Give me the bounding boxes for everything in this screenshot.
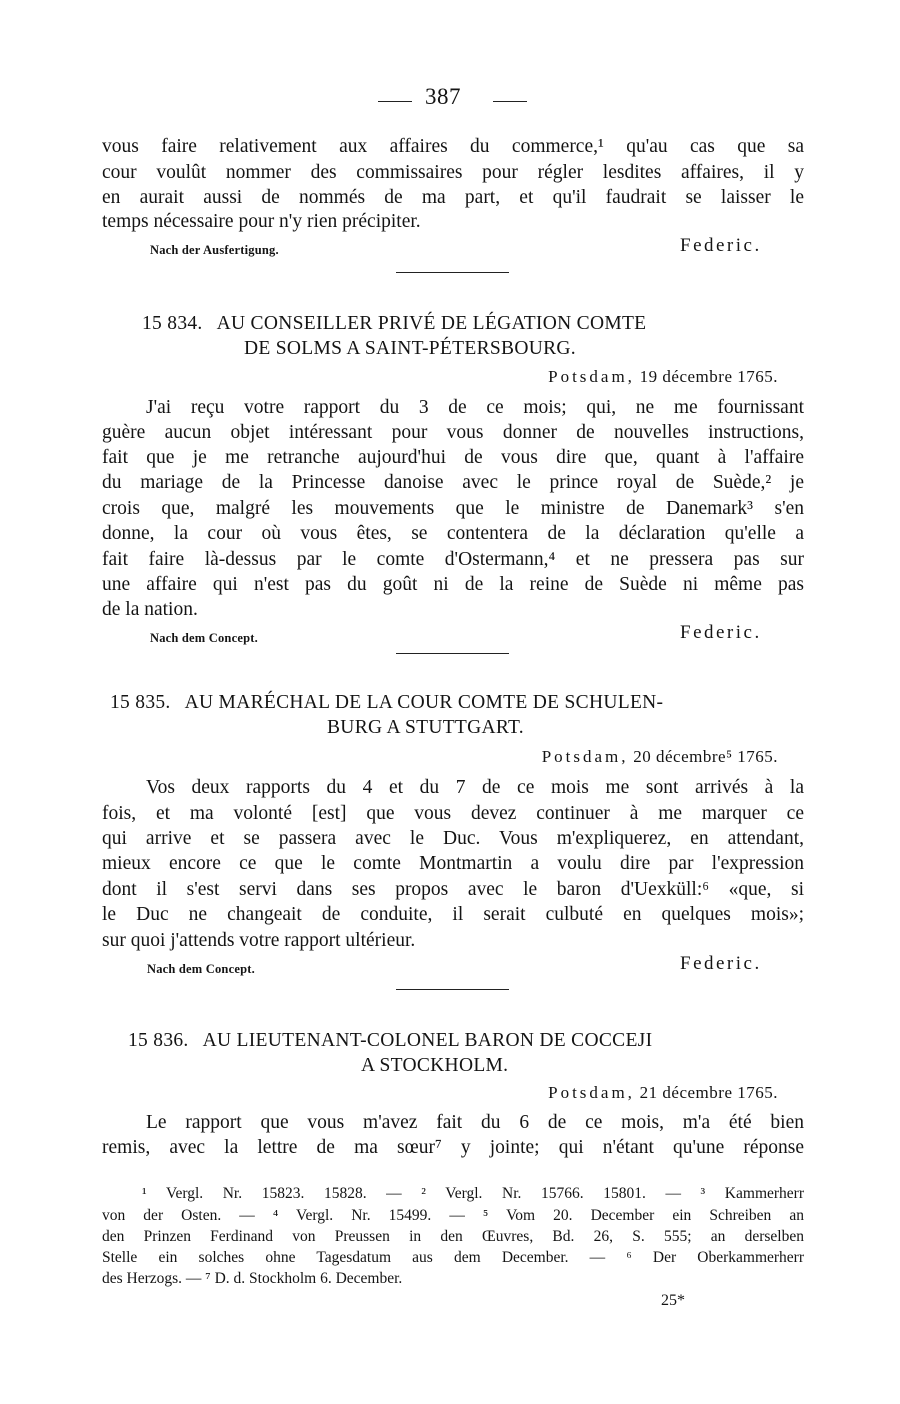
- letter-title-line2: BURG A STUTTGART.: [327, 717, 524, 738]
- letter-date: [548, 1083, 778, 1103]
- text-line: fait que je me retranche aujourd'hui de vous dire que, quant à l'affaire: [102, 447, 804, 468]
- text-line: dont il s'est servi dans ses propos avec le baron d'Uexküll:⁶ «que, si: [102, 879, 804, 900]
- letter-heading: [142, 313, 646, 335]
- text-line: donne, la cour où vous êtes, se contentera de la déclaration qu'elle a: [102, 523, 804, 544]
- text-line: remis, avec la lettre de ma sœur⁷ y jointe; qui n'étant qu'une réponse: [102, 1137, 804, 1158]
- signature-mark: 25*: [661, 1292, 685, 1309]
- text-line: temps nécessaire pour n'y rien précipiter.: [102, 211, 421, 232]
- text-line: crois que, malgré les mouvements que le ministre de Danemark³ s'en: [102, 498, 804, 519]
- source-note: Nach dem Concept.: [147, 962, 255, 976]
- footnote-line: ¹ Vergl. Nr. 15823. 15828. — ² Vergl. Nr. 15766. 15801. — ³ Kammerherr: [142, 1185, 804, 1202]
- text-line: fois, et ma volonté [est] que vous devez continuer à me marquer ce: [102, 803, 804, 824]
- letter-title-line2: DE SOLMS A SAINT-PÉTERSBOURG.: [244, 338, 576, 359]
- text-line: de la nation.: [102, 599, 198, 620]
- text-line: Vos deux rapports du 4 et du 7 de ce mois me sont arrivés à la: [146, 777, 804, 798]
- letter-place: Potsdam,: [548, 1083, 635, 1102]
- letter-date-value: 21 décembre 1765.: [639, 1083, 778, 1102]
- text-line: qui arrive et se passera avec le Duc. Vous m'expliquerez, en attendant,: [102, 828, 804, 849]
- page-number: 387: [425, 84, 461, 109]
- text-line: en aurait aussi de nommés de ma part, et qu'il faudrait se laisser le: [102, 187, 804, 208]
- text-line: vous faire relativement aux affaires du commerce,¹ qu'au cas que sa: [102, 136, 804, 157]
- text-line: du mariage de la Princesse danoise avec le prince royal de Suède,² je: [102, 472, 804, 493]
- footnote-line: Stelle ein solches ohne Tagesdatum aus dem December. — ⁶ Der Oberkammerherr: [102, 1249, 804, 1266]
- letter-place: Potsdam,: [541, 747, 629, 766]
- letter-date: [548, 367, 778, 387]
- section-divider: [396, 272, 509, 273]
- letter-title-line1: AU MARÉCHAL DE LA COUR COMTE DE SCHULEN-: [184, 692, 664, 713]
- text-line: Le rapport que vous m'avez fait du 6 de ce mois, m'a été bien: [146, 1112, 804, 1133]
- signature: Federic.: [680, 622, 762, 643]
- page-number-left-dash: [378, 101, 412, 102]
- letter-date-value: 20 décembre⁵ 1765.: [633, 747, 778, 766]
- section-divider: [396, 653, 509, 654]
- letter-place: Potsdam,: [548, 367, 635, 386]
- letter-date: [542, 747, 778, 767]
- footnote-line: von der Osten. — ⁴ Vergl. Nr. 15499. — ⁵ Vom 20. December ein Schreiben an: [102, 1207, 804, 1224]
- letter-number: 15 835.: [110, 692, 171, 713]
- letter-heading: [128, 1030, 652, 1052]
- text-line: J'ai reçu votre rapport du 3 de ce mois; qui, ne me fournissant: [146, 397, 804, 418]
- text-line: cour voulût nommer des commissaires pour régler lesdites affaires, il y: [102, 162, 804, 183]
- letter-title-line2: A STOCKHOLM.: [361, 1055, 509, 1076]
- letter-number: 15 834.: [142, 313, 203, 334]
- letter-title-line1: AU LIEUTENANT-COLONEL BARON DE COCCEJI: [202, 1030, 653, 1051]
- text-line: le Duc ne changeait de conduite, il serait culbuté en quelques mois»;: [102, 904, 804, 925]
- source-note: Nach der Ausfertigung.: [150, 243, 279, 257]
- letter-date-value: 19 décembre 1765.: [639, 367, 778, 386]
- footnote-line: des Herzogs. — ⁷ D. d. Stockholm 6. December.: [102, 1270, 403, 1287]
- text-line: sur quoi j'attends votre rapport ultérieur.: [102, 930, 416, 951]
- letter-heading: [110, 692, 663, 714]
- letter-title-line1: AU CONSEILLER PRIVÉ DE LÉGATION COMTE: [216, 313, 647, 334]
- text-line: guère aucun objet intéressant pour vous donner de nouvelles instructions,: [102, 422, 804, 443]
- section-divider: [396, 989, 509, 990]
- source-note: Nach dem Concept.: [150, 631, 258, 645]
- page-number-right-dash: [493, 101, 527, 102]
- text-line: fait faire là-dessus par le comte d'Ostermann,⁴ et ne pressera pas sur: [102, 549, 804, 570]
- signature: Federic.: [680, 953, 762, 974]
- text-line: une affaire qui n'est pas du goût ni de la reine de Suède ni même pas: [102, 574, 804, 595]
- footnote-line: den Prinzen Ferdinand von Preussen in den Œuvres, Bd. 26, S. 555; an derselben: [102, 1228, 804, 1245]
- letter-number: 15 836.: [128, 1030, 189, 1051]
- text-line: mieux encore ce que le comte Montmartin a voulu dire par l'expression: [102, 853, 804, 874]
- signature: Federic.: [680, 235, 762, 256]
